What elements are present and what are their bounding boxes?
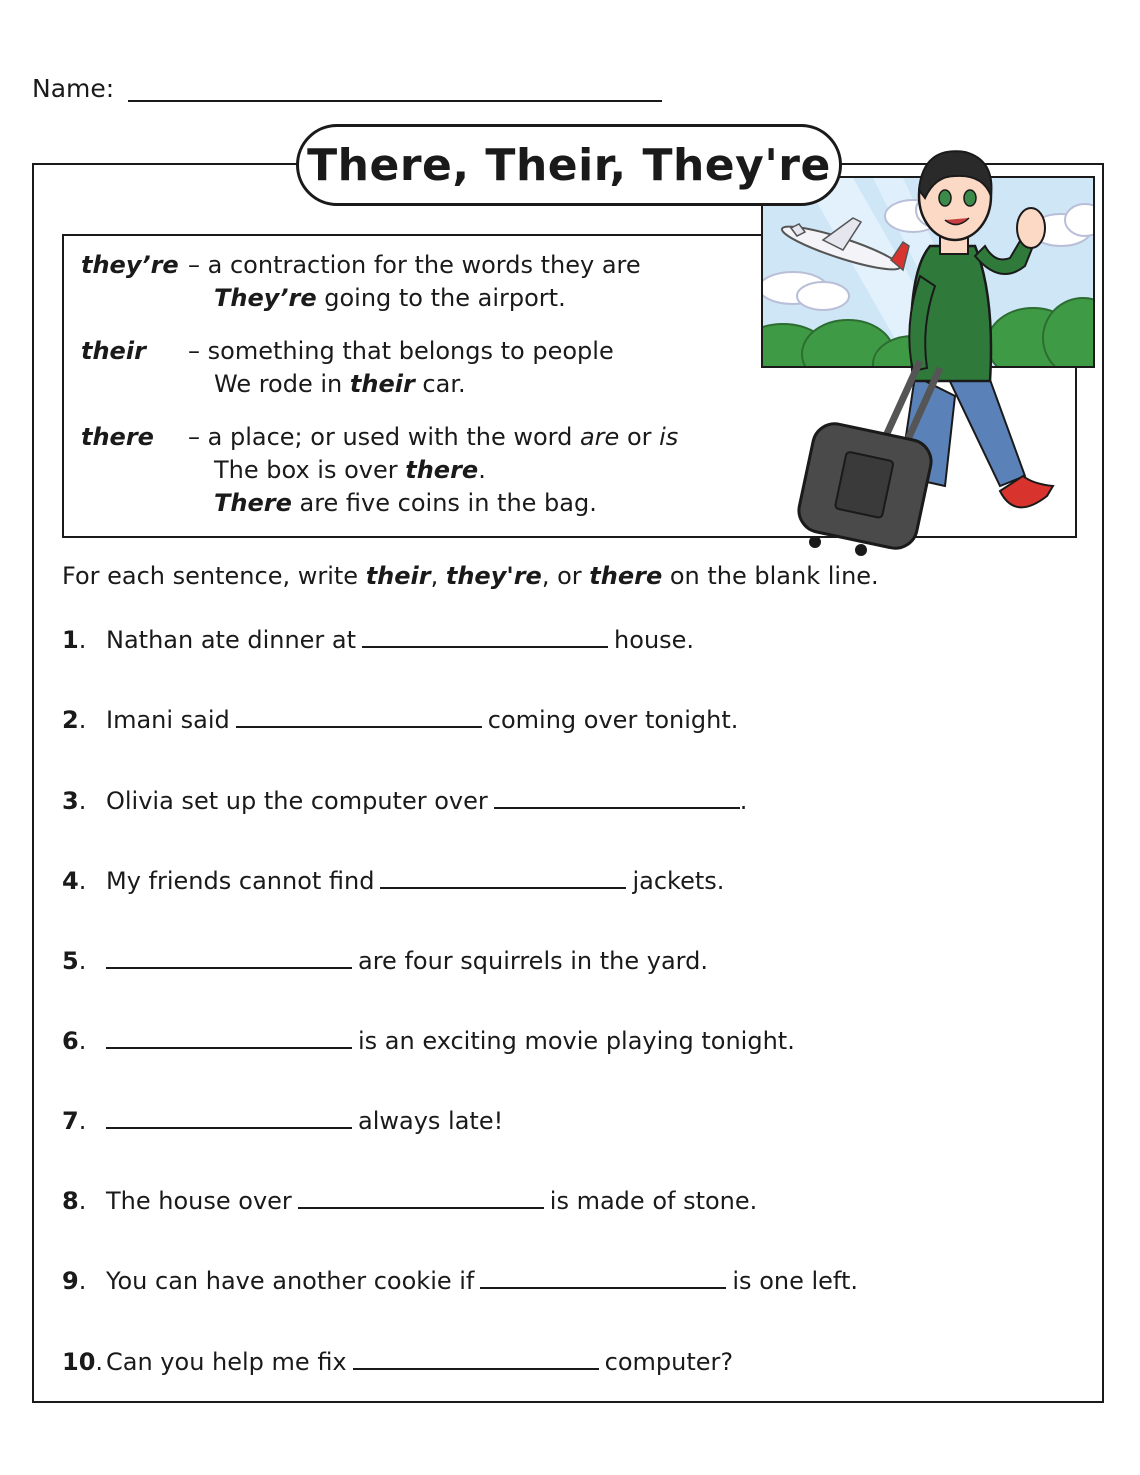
question-number: 7. <box>62 1107 87 1135</box>
definition-meaning-text: a place; or used with the word <box>207 423 580 451</box>
example-keyword: there <box>405 456 479 484</box>
example-text: going to the airport. <box>316 284 566 312</box>
worksheet-title: There, Their, They're <box>296 124 842 206</box>
example-text: The box is over <box>214 456 406 484</box>
answer-blank[interactable] <box>106 1107 352 1129</box>
instructions-text: , <box>430 562 446 590</box>
instructions <box>62 562 879 590</box>
definition-dash: – <box>188 337 200 365</box>
question-text: are four squirrels in the yard. <box>358 947 708 975</box>
definition-meaning-text: something that belongs to people <box>207 337 614 365</box>
answer-blank[interactable] <box>480 1267 726 1289</box>
question-text: house. <box>614 626 695 654</box>
name-field-line[interactable] <box>128 100 662 102</box>
question-item <box>62 706 738 734</box>
definition-dash: – <box>188 423 200 451</box>
question-text: Imani said <box>106 706 230 734</box>
question-text: My friends cannot find <box>106 867 375 895</box>
example-text: car. <box>414 370 466 398</box>
definition-example <box>214 370 466 398</box>
definition-meaning-text: a contraction for the words they are <box>207 251 641 279</box>
question-number: 5. <box>62 947 87 975</box>
question-item <box>62 626 694 654</box>
question-text: Nathan ate dinner at <box>106 626 357 654</box>
question-text: Can you help me fix <box>106 1348 347 1376</box>
definition-term-there: there <box>81 423 154 451</box>
example-keyword: They’re <box>214 284 317 312</box>
question-text: Olivia set up the computer over <box>106 787 488 815</box>
question-text: The house over <box>106 1187 292 1215</box>
question-text: jackets. <box>632 867 725 895</box>
answer-blank[interactable] <box>362 626 608 648</box>
question-number: 3. <box>62 787 87 815</box>
question-number: 9. <box>62 1267 87 1295</box>
question-text: is made of stone. <box>549 1187 758 1215</box>
example-keyword: There <box>214 489 292 517</box>
definition-example <box>214 489 597 517</box>
question-text: You can have another cookie if <box>106 1267 475 1295</box>
question-item <box>62 1107 503 1135</box>
definition-term-theyre: they’re <box>81 251 179 279</box>
question-number: 6. <box>62 1027 87 1055</box>
example-text: . <box>478 456 486 484</box>
question-number: 8. <box>62 1187 87 1215</box>
instructions-text: on the blank line. <box>662 562 879 590</box>
question-item <box>62 1267 858 1295</box>
example-text: We rode in <box>214 370 350 398</box>
question-item <box>62 1187 757 1215</box>
answer-blank[interactable] <box>298 1187 544 1209</box>
question-number: 4. <box>62 867 87 895</box>
answer-blank[interactable] <box>353 1348 599 1370</box>
definition-meaning-italic: are <box>579 423 620 451</box>
definition-meaning-there <box>188 423 678 451</box>
definition-term-their: their <box>81 337 146 365</box>
question-text: computer? <box>604 1348 734 1376</box>
definition-meaning-italic: is <box>659 423 679 451</box>
question-item <box>62 947 708 975</box>
answer-blank[interactable] <box>106 1027 352 1049</box>
example-text: are five coins in the bag. <box>291 489 597 517</box>
definition-meaning-their <box>188 337 614 365</box>
answer-blank[interactable] <box>236 706 482 728</box>
question-text: . <box>739 787 748 815</box>
instructions-text: , or <box>541 562 590 590</box>
definition-example <box>214 284 566 312</box>
question-number: 1. <box>62 626 87 654</box>
definition-meaning-text: or <box>619 423 660 451</box>
question-text: is an exciting movie playing tonight. <box>358 1027 795 1055</box>
instructions-text: For each sentence, write <box>62 562 366 590</box>
question-text: always late! <box>358 1107 504 1135</box>
traveler-with-suitcase-illustration <box>795 146 1065 558</box>
question-number: 10. <box>62 1348 104 1376</box>
question-text: coming over tonight. <box>487 706 739 734</box>
question-item <box>62 1348 733 1376</box>
example-keyword: their <box>349 370 415 398</box>
answer-blank[interactable] <box>380 867 626 889</box>
instructions-keyword: there <box>589 562 663 590</box>
instructions-keyword: their <box>365 562 431 590</box>
definition-dash: – <box>188 251 200 279</box>
name-label: Name: <box>32 74 115 103</box>
question-item <box>62 867 724 895</box>
question-number: 2. <box>62 706 87 734</box>
definition-example <box>214 456 486 484</box>
instructions-keyword: they're <box>445 562 542 590</box>
answer-blank[interactable] <box>106 947 352 969</box>
question-item <box>62 787 747 815</box>
answer-blank[interactable] <box>494 787 740 809</box>
definition-meaning-theyre <box>188 251 641 279</box>
question-item <box>62 1027 795 1055</box>
question-text: is one left. <box>732 1267 858 1295</box>
